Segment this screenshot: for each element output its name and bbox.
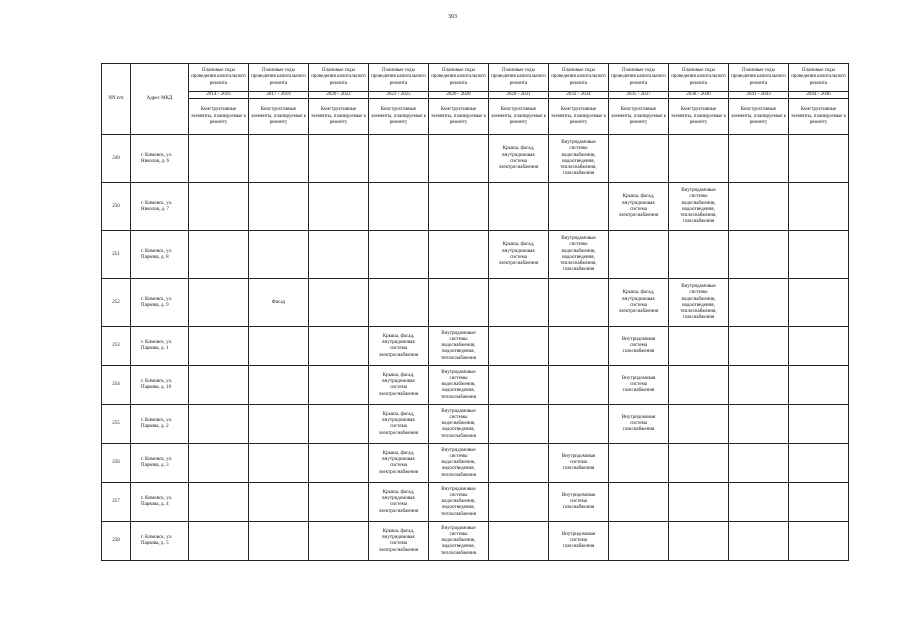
repair-cell — [789, 444, 849, 483]
column-header-address: Адрес МКД — [131, 64, 189, 135]
repair-cell — [789, 279, 849, 327]
repair-cell: Внутридомовые системы водоснабжения, водоотведения, теплоснабжения — [429, 522, 489, 561]
table-row — [102, 366, 849, 405]
repair-cell — [369, 135, 429, 183]
repair-cell: Крыша, фасад, внутридомовая система электроснабжения — [369, 366, 429, 405]
repair-cell — [789, 405, 849, 444]
elements-caption: Конструктивные элементы, планируемые к ремонту — [789, 99, 849, 135]
repair-cell — [609, 231, 669, 279]
elements-caption: Конструктивные элементы, планируемые к ремонту — [429, 99, 489, 135]
repair-cell — [249, 522, 309, 561]
repair-cell: Внутридомовые системы водоснабжения, водоотведения, теплоснабжения — [429, 327, 489, 366]
repair-cell — [249, 327, 309, 366]
period-years: 2029 - 2031 — [489, 92, 549, 99]
repair-cell — [369, 231, 429, 279]
period-caption: Плановые годы проведения капитального ремонта — [489, 64, 549, 92]
repair-cell — [729, 522, 789, 561]
row-number: 255 — [102, 405, 131, 444]
repair-cell — [729, 327, 789, 366]
period-caption: Плановые годы проведения капитального ремонта — [309, 64, 369, 92]
table-row — [102, 135, 849, 183]
row-address: г. Кимовск, ул. Николая, д. 7 — [131, 183, 189, 231]
period-years: 2035 - 2037 — [609, 92, 669, 99]
repair-cell — [489, 444, 549, 483]
repair-cell — [609, 444, 669, 483]
repair-cell: Внутридомовые системы водоснабжения, водоотведения, теплоснабжения, газоснабжения — [549, 231, 609, 279]
period-caption: Плановые годы проведения капитального ремонта — [429, 64, 489, 92]
row-number: 251 — [102, 231, 131, 279]
table-row — [102, 231, 849, 279]
repair-cell: Крыша, фасад, внутридомовая система электроснабжения — [489, 231, 549, 279]
repair-cell — [249, 183, 309, 231]
period-years: 2023 - 2025 — [369, 92, 429, 99]
row-number: 250 — [102, 183, 131, 231]
page-number: 303 — [448, 14, 457, 20]
repair-cell — [309, 135, 369, 183]
period-years: 2038 - 2040 — [669, 92, 729, 99]
repair-cell — [309, 183, 369, 231]
repair-cell — [189, 405, 249, 444]
repair-cell — [669, 231, 729, 279]
repair-cell — [669, 366, 729, 405]
row-address: г. Кимовск, ул. Паркова, д. 8 — [131, 231, 189, 279]
repair-cell: Внутридомовые системы водоснабжения, водоотведения, теплоснабжения, газоснабжения — [549, 135, 609, 183]
period-years: 2032 - 2034 — [549, 92, 609, 99]
row-number: 256 — [102, 444, 131, 483]
table-row — [102, 483, 849, 522]
repair-cell — [369, 279, 429, 327]
repair-cell — [489, 522, 549, 561]
row-address: г. Кимовск, ул. Николая, д. 6 — [131, 135, 189, 183]
repair-cell — [669, 522, 729, 561]
repair-cell — [729, 231, 789, 279]
repair-cell: Внутридомовая система газоснабжения — [609, 327, 669, 366]
repair-cell — [249, 231, 309, 279]
row-address: г. Кимовск, ул. Паркова, д. 10 — [131, 366, 189, 405]
repair-cell — [189, 183, 249, 231]
repair-cell — [309, 231, 369, 279]
repair-cell — [489, 327, 549, 366]
repair-cell: Внутридомовые системы водоснабжения, водоотведения, теплоснабжения — [429, 444, 489, 483]
elements-caption: Конструктивные элементы, планируемые к ремонту — [609, 99, 669, 135]
table-row — [102, 279, 849, 327]
repair-cell: Крыша, фасад, внутридомовая система электроснабжения — [369, 444, 429, 483]
table-row — [102, 327, 849, 366]
repair-cell — [189, 231, 249, 279]
period-years: 2044 - 2046 — [789, 92, 849, 99]
repair-cell — [189, 135, 249, 183]
repair-cell: Внутридомовая система газоснабжения — [549, 444, 609, 483]
repair-cell: Внутридомовые системы водоснабжения, водоотведения, теплоснабжения — [429, 366, 489, 405]
table-header — [102, 64, 849, 135]
repair-cell — [489, 279, 549, 327]
repair-cell — [489, 405, 549, 444]
repair-cell — [249, 444, 309, 483]
repair-cell — [789, 327, 849, 366]
repair-cell — [189, 279, 249, 327]
repair-cell — [309, 483, 369, 522]
repair-cell: Внутридомовая система газоснабжения — [609, 366, 669, 405]
period-caption: Плановые годы проведения капитального ремонта — [189, 64, 249, 92]
row-number: 254 — [102, 366, 131, 405]
period-caption: Плановые годы проведения капитального ремонта — [369, 64, 429, 92]
repair-cell — [309, 444, 369, 483]
repair-cell — [789, 483, 849, 522]
repair-cell — [309, 327, 369, 366]
row-address: г. Кимовск, ул. Паркова, д. 9 — [131, 279, 189, 327]
repair-cell — [669, 483, 729, 522]
repair-cell — [249, 366, 309, 405]
repair-cell — [489, 483, 549, 522]
table-row — [102, 183, 849, 231]
row-address: г. Кимовск, ул. Паркова, д. 2 — [131, 405, 189, 444]
table-body — [102, 135, 849, 561]
elements-caption: Конструктивные элементы, планируемые к ремонту — [369, 99, 429, 135]
repair-cell — [189, 522, 249, 561]
period-years: 2014 - 2016 — [189, 92, 249, 99]
row-number: 253 — [102, 327, 131, 366]
repair-cell — [729, 483, 789, 522]
repair-cell — [249, 405, 309, 444]
repair-cell — [669, 135, 729, 183]
capital-repair-table — [101, 63, 849, 561]
row-number: 257 — [102, 483, 131, 522]
repair-cell — [549, 405, 609, 444]
repair-cell — [789, 183, 849, 231]
repair-cell — [789, 522, 849, 561]
repair-cell — [789, 366, 849, 405]
repair-cell: Внутридомовые системы водоснабжения, водоотведения, теплоснабжения — [429, 405, 489, 444]
table-row — [102, 522, 849, 561]
repair-cell — [249, 135, 309, 183]
elements-caption: Конструктивные элементы, планируемые к ремонту — [309, 99, 369, 135]
period-years: 2020 - 2022 — [309, 92, 369, 99]
row-address: г. Кимовск, ул. Паркова, д. 4 — [131, 483, 189, 522]
repair-cell — [309, 522, 369, 561]
elements-caption: Конструктивные элементы, планируемые к ремонту — [189, 99, 249, 135]
repair-cell — [249, 483, 309, 522]
table-row — [102, 405, 849, 444]
repair-cell: Внутридомовые системы водоснабжения, водоотведения, теплоснабжения, газоснабжения — [669, 183, 729, 231]
repair-cell: Внутридомовые системы водоснабжения, водоотведения, теплоснабжения, газоснабжения — [669, 279, 729, 327]
repair-cell — [729, 135, 789, 183]
period-years: 2041 - 2043 — [729, 92, 789, 99]
row-number: 258 — [102, 522, 131, 561]
elements-caption: Конструктивные элементы, планируемые к ремонту — [549, 99, 609, 135]
repair-cell — [729, 183, 789, 231]
period-caption: Плановые годы проведения капитального ремонта — [549, 64, 609, 92]
repair-cell: Внутридомовые системы водоснабжения, водоотведения, теплоснабжения — [429, 483, 489, 522]
repair-cell — [369, 183, 429, 231]
repair-cell — [309, 279, 369, 327]
repair-cell — [729, 444, 789, 483]
repair-cell — [309, 366, 369, 405]
elements-caption: Конструктивные элементы, планируемые к ремонту — [729, 99, 789, 135]
repair-cell: Внутридомовая система газоснабжения — [549, 522, 609, 561]
period-caption: Плановые годы проведения капитального ремонта — [669, 64, 729, 92]
repair-cell — [189, 366, 249, 405]
period-caption: Плановые годы проведения капитального ремонта — [249, 64, 309, 92]
repair-cell: Крыша, фасад, внутридомовая система электроснабжения — [369, 405, 429, 444]
row-number: 249 — [102, 135, 131, 183]
repair-cell — [429, 231, 489, 279]
repair-cell — [789, 135, 849, 183]
repair-cell — [609, 522, 669, 561]
repair-cell: Фасад — [249, 279, 309, 327]
repair-cell — [549, 183, 609, 231]
repair-cell — [309, 405, 369, 444]
repair-cell — [549, 366, 609, 405]
row-address: г. Кимовск, ул. Паркова, д. 5 — [131, 522, 189, 561]
elements-caption: Конструктивные элементы, планируемые к ремонту — [669, 99, 729, 135]
repair-cell: Крыша, фасад, внутридомовая система электроснабжения — [369, 522, 429, 561]
repair-cell — [609, 483, 669, 522]
repair-cell — [489, 183, 549, 231]
repair-cell — [429, 135, 489, 183]
repair-cell — [189, 483, 249, 522]
repair-cell — [789, 231, 849, 279]
repair-cell — [669, 444, 729, 483]
repair-cell — [429, 183, 489, 231]
period-caption: Плановые годы проведения капитального ремонта — [729, 64, 789, 92]
repair-cell — [549, 279, 609, 327]
repair-cell — [729, 366, 789, 405]
row-address: г. Кимовск, ул. Паркова, д. 3 — [131, 444, 189, 483]
repair-cell: Крыша, фасад, внутридомовая система электроснабжения — [489, 135, 549, 183]
repair-cell: Крыша, фасад, внутридомовая система электроснабжения — [369, 483, 429, 522]
repair-cell — [189, 444, 249, 483]
period-caption: Плановые годы проведения капитального ремонта — [609, 64, 669, 92]
row-number: 252 — [102, 279, 131, 327]
period-years: 2026 - 2028 — [429, 92, 489, 99]
repair-cell — [549, 327, 609, 366]
repair-cell — [429, 279, 489, 327]
elements-caption: Конструктивные элементы, планируемые к ремонту — [249, 99, 309, 135]
repair-cell — [729, 405, 789, 444]
repair-cell — [729, 279, 789, 327]
repair-cell — [669, 405, 729, 444]
period-years: 2017 - 2019 — [249, 92, 309, 99]
repair-cell — [189, 327, 249, 366]
repair-cell — [669, 327, 729, 366]
repair-cell: Внутридомовая система газоснабжения — [549, 483, 609, 522]
row-address: г. Кимовск, ул. Паркова, д. 1 — [131, 327, 189, 366]
column-header-nn: NN п/п — [102, 64, 131, 135]
table-row — [102, 444, 849, 483]
elements-caption: Конструктивные элементы, планируемые к ремонту — [489, 99, 549, 135]
repair-cell: Внутридомовая система газоснабжения — [609, 405, 669, 444]
repair-cell — [609, 135, 669, 183]
repair-cell — [489, 366, 549, 405]
period-caption: Плановые годы проведения капитального ремонта — [789, 64, 849, 92]
repair-cell: Крыша, фасад, внутридомовая система электроснабжения — [609, 183, 669, 231]
repair-cell: Крыша, фасад, внутридомовая система электроснабжения — [369, 327, 429, 366]
repair-cell: Крыша, фасад, внутридомовая система электроснабжения — [609, 279, 669, 327]
